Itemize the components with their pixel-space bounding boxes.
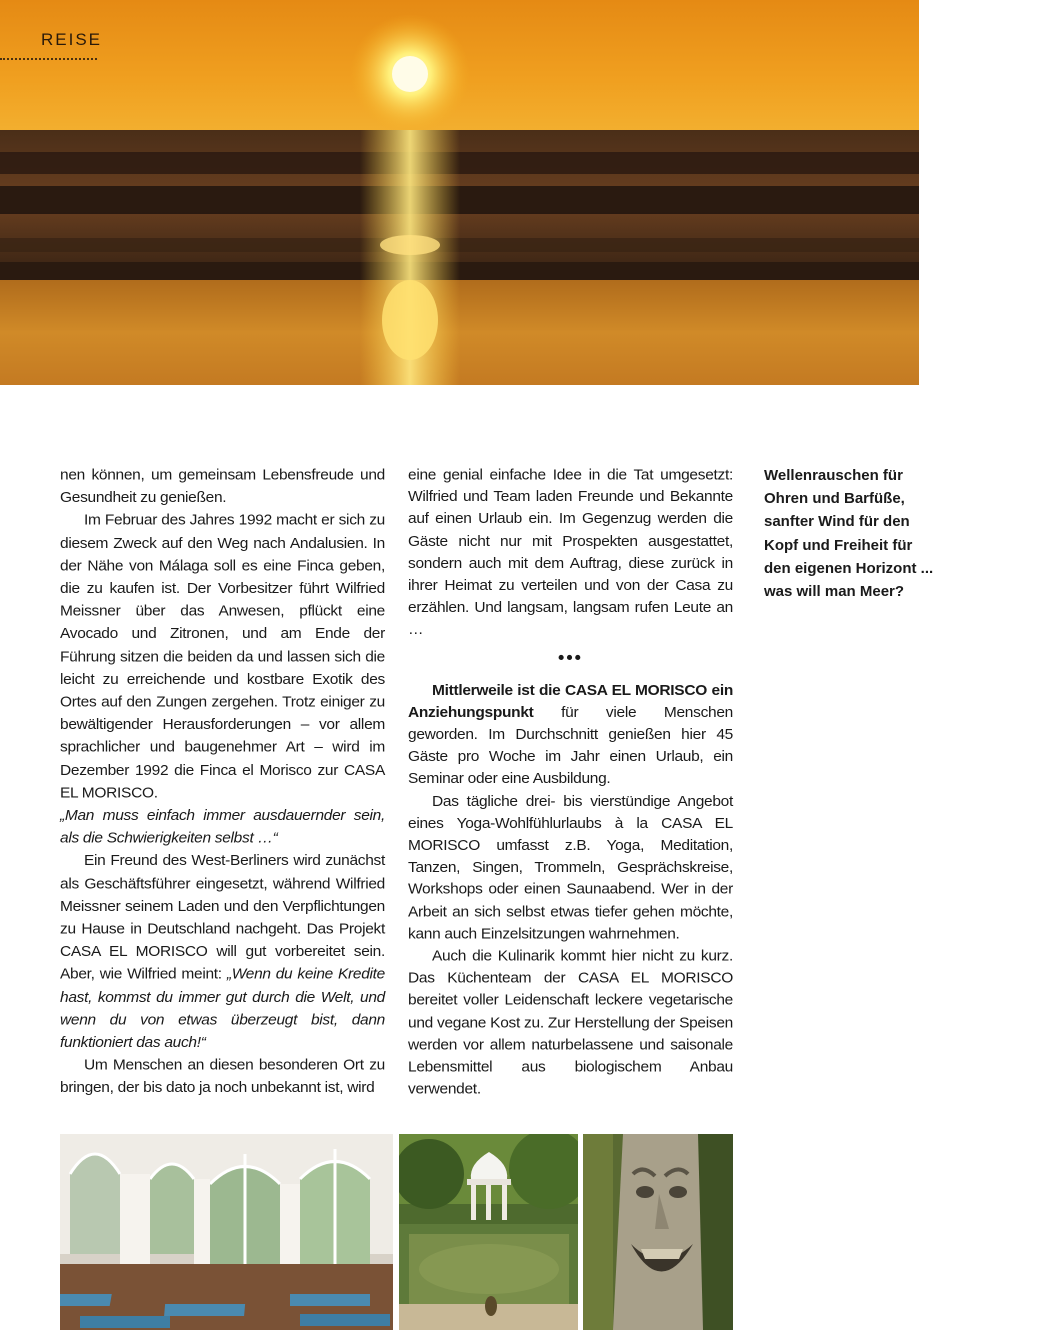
section-label: REISE: [41, 30, 103, 49]
paragraph: Um Menschen an diesen besonderen Ort zu bringen, der bis dato ja noch unbekannt ist, wird: [60, 1057, 385, 1097]
lead-in: Mittlerweile ist die CASA EL MORISCO ein Anziehungspunkt: [408, 682, 733, 721]
article-column-2: [408, 464, 733, 1100]
section-divider: [0, 58, 97, 60]
paragraph: Ein Freund des West-Berliners wird zunächst als Geschäftsführer eingesetzt, während Wilfried Meissner seinem Laden und den Verpflichtungen zu Hause in Deutschland nachgeht. Das Projekt CASA EL MORISCO will gut vorbereitet sein. Aber, wie Wilfried meint: „Wenn du keine Kredite hast, kommst du immer gut durch die Welt, und wenn du von etwas überzeugt bist, dann funktioniert das auch!“: [60, 852, 385, 1052]
quote: „Man muss einfach immer ausdauernder sein, als die Schwierigkeiten selbst …“: [60, 807, 385, 847]
hero-sunset-image: [0, 0, 919, 385]
article-column-1: [60, 464, 385, 1100]
photo-wood-carving: [583, 1134, 733, 1330]
paragraph: Auch die Kulinarik kommt hier nicht zu kurz. Das Küchenteam der CASA EL MORISCO bereitet voller Leidenschaft leckere vegetarische und vegane Kost zu. Zur Herstellung der Speisen werden vor allem naturbelassene und saisonale Lebensmittel aus biologischem Anbau verwendet.: [408, 948, 733, 1098]
photo-yoga-hall: [60, 1134, 393, 1330]
paragraph: Das tägliche drei- bis vierstündige Angebot eines Yoga-Wohlfühlurlaubs à la CASA EL MORISCO umfasst z.B. Yoga, Meditation, Tanzen, Singen, Trommeln, Gesprächskreise, Workshops oder einen Saunaabend. Wer in der Arbeit an sich selbst etwas tiefer gehen möchte, kann auch Einzelsitzungen wahrnehmen.: [408, 793, 733, 943]
pull-quote: Wellenrauschen für Ohren und Barfüße, sanfter Wind für den Kopf und Freiheit für den eigenen Horizont ... was will man Meer?: [764, 467, 934, 601]
quote: „Wenn du keine Kredite hast, kommst du immer gut durch die Welt, und wenn du von etwas überzeugt bist, dann funktioniert das auch!“: [60, 966, 385, 1052]
photo-garden-pavilion: [399, 1134, 578, 1330]
paragraph: Mittlerweile ist die CASA EL MORISCO ein Anziehungspunkt für viele Menschen geworden. Im Durchschnitt genießen hier 45 Gäste pro Woche im Jahr einen Urlaub, ein Seminar oder eine Ausbildung.: [408, 682, 733, 788]
paragraph: Im Februar des Jahres 1992 macht er sich zu diesem Zweck auf den Weg nach Andalusien. In der Nähe von Málaga soll es eine Finca geben, die zu kaufen ist. Der Vorbesitzer führt Wilfried Meissner über das Anwesen, pflückt eine Avocado und Zitronen, und am Ende der Führung sitzen die beiden da und lassen sich die leicht zu erreichende und kostbare Exotik des Ortes auf den Zungen zergehen. Trotz einiger zu bewältigender Herausforderungen – vor allem sprachlicher und baugenehmer Art – wird im Dezember 1992 die Finca el Morisco zur CASA EL MORISCO. „Man muss einfach immer ausdauernder sein, als die Schwierigkeiten selbst …“: [60, 512, 385, 847]
paragraph: nen können, um gemeinsam Lebensfreude und Gesundheit zu genießen.: [60, 466, 385, 507]
paragraph: eine genial einfache Idee in die Tat umgesetzt: Wilfried und Team laden Freunde und Bekannte auf einen Urlaub ein. Im Gegenzug werden die Gäste nicht nur mit Prospekten ausgestattet, sondern auch mit dem Auftrag, diese zurück in ihrer Heimat zu verteilen und von der Casa zu erzählen. Und langsam, langsam rufen Leute an …: [408, 466, 733, 639]
section-separator: •••: [558, 647, 583, 668]
